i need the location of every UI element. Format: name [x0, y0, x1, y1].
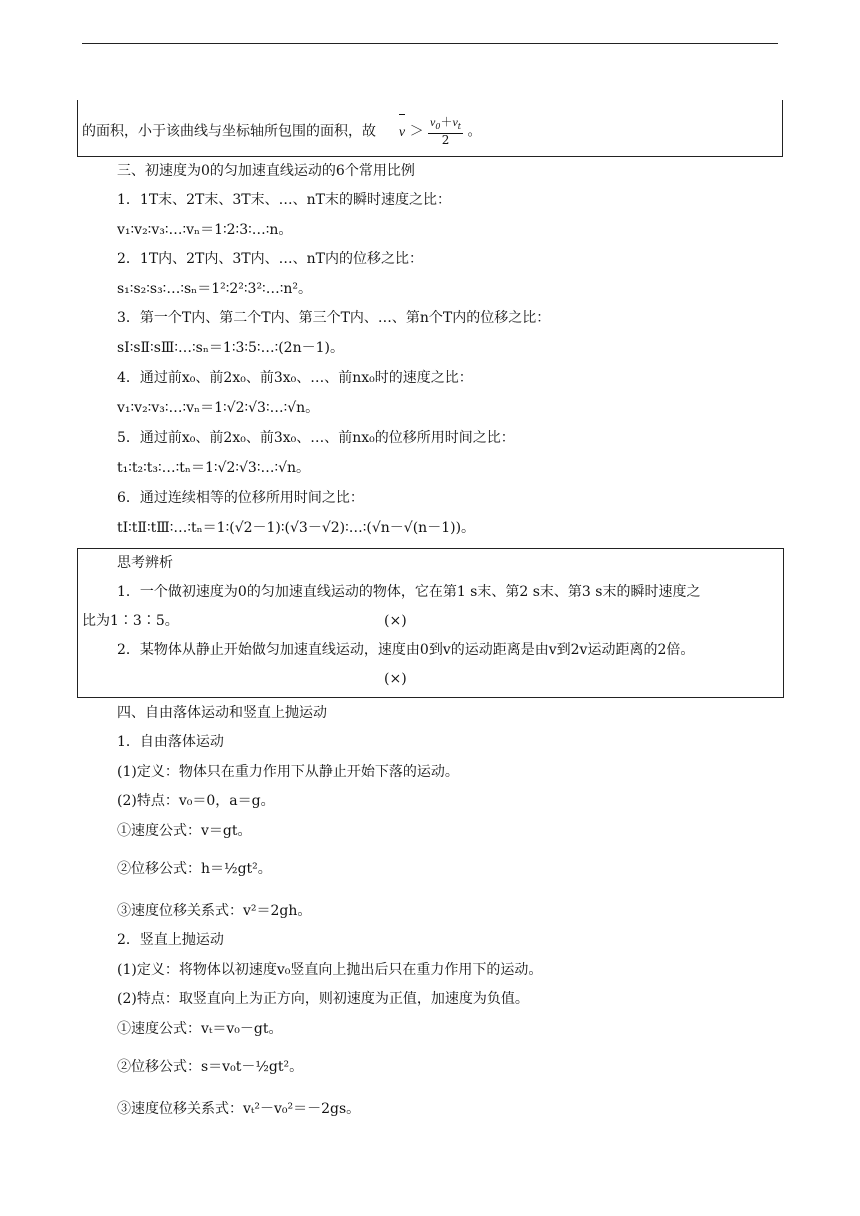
ratio1-title: 1．1T末、2T末、3T末、…、nT末的瞬时速度之比： — [117, 192, 451, 208]
vertical-throw-definition: (1)定义：将物体以初速度v₀竖直向上抛出后只在重力作用下的运动。 — [117, 962, 543, 978]
ratio5-title: 5．通过前x₀、前2x₀、前3x₀、…、前nx₀的位移所用时间之比： — [117, 430, 515, 446]
ratio3-formula: sⅠ∶sⅡ∶sⅢ∶…∶sₙ＝1∶3∶5∶…∶(2n－1)。 — [117, 340, 344, 356]
ratio4-title: 4．通过前x₀、前2x₀、前3x₀、…、前nx₀时的速度之比： — [117, 370, 473, 386]
vertical-throw-displacement-formula: ②位移公式：s＝v₀t－½gt²。 — [117, 1059, 304, 1075]
velocity-average-fraction: $\frac{v_0+v_t}{2}$ — [430, 115, 462, 147]
vertical-throw-title: 2．竖直上抛运动 — [117, 932, 224, 948]
ratio2-title: 2．1T内、2T内、3T内、…、nT内的位移之比： — [117, 251, 423, 267]
ratio6-formula: tⅠ∶tⅡ∶tⅢ∶…∶tₙ＝1∶(√2－1)∶(√3－√2)∶…∶(√n－√(n－1))。 — [117, 520, 476, 536]
free-fall-velocity-displacement: ③速度位移关系式：v²＝2gh。 — [117, 903, 312, 919]
think-q2-line1: 2．某物体从静止开始做匀加速直线运动，速度由0到v的运动距离是由v到2v运动距离的2倍。 — [117, 642, 695, 658]
compare-operator: ＞ — [409, 123, 424, 140]
vertical-throw-features: (2)特点：取竖直向上为正方向，则初速度为正值，加速度为负值。 — [117, 991, 529, 1007]
free-fall-features: (2)特点：v₀＝0，a＝g。 — [117, 793, 275, 809]
ratio4-formula: v₁∶v₂∶v₃∶…∶vₙ＝1∶√2∶√3∶…∶√n。 — [117, 400, 320, 416]
think-analysis-box — [77, 548, 784, 698]
ratio3-title: 3．第一个T内、第二个T内、第三个T内、…、第n个T内的位移之比： — [117, 310, 551, 326]
ratio2-formula: s₁∶s₂∶s₃∶…∶sₙ＝1²∶2²∶3²∶…∶n²。 — [117, 281, 312, 297]
free-fall-title: 1．自由落体运动 — [117, 734, 224, 750]
think-q2-mark: (×) — [384, 671, 407, 687]
think-title: 思考辨析 — [117, 555, 173, 571]
average-velocity-symbol: v — [399, 123, 405, 143]
think-q1-line2: 比为1∶3∶5。 — [82, 613, 179, 629]
ratio5-formula: t₁∶t₂∶t₃∶…∶tₙ＝1∶√2∶√3∶…∶√n。 — [117, 460, 311, 476]
vertical-throw-velocity-formula: ①速度公式：vₜ＝v₀－gt。 — [117, 1021, 283, 1037]
think-q1-mark: (×) — [384, 613, 407, 629]
ratio6-title: 6．通过连续相等的位移所用时间之比： — [117, 490, 364, 506]
vertical-throw-velocity-displacement: ③速度位移关系式：vₜ²－v₀²＝－2gs。 — [117, 1101, 361, 1117]
think-q1-line1: 1．一个做初速度为0的匀加速直线运动的物体，它在第1 s末、第2 s末、第3 s末的瞬时速度之 — [117, 584, 701, 600]
free-fall-velocity-formula: ①速度公式：v＝gt。 — [117, 823, 252, 839]
free-fall-definition: (1)定义：物体只在重力作用下从静止开始下落的运动。 — [117, 764, 459, 780]
ratio1-formula: v₁∶v₂∶v₃∶…∶vₙ＝1∶2∶3∶…∶n。 — [117, 222, 293, 238]
section4-title: 四、自由落体运动和竖直上抛运动 — [117, 705, 327, 721]
continued-note-line: 的面积，小于该曲线与坐标轴所包围的面积，故 v ＞ $\frac{v_0+v_t}{2}$ 。 — [82, 115, 482, 147]
section3-title: 三、初速度为0的匀加速直线运动的6个常用比例 — [117, 163, 415, 179]
continued-note-text: 的面积，小于该曲线与坐标轴所包围的面积，故 — [82, 123, 376, 140]
header-rule — [82, 43, 778, 44]
free-fall-displacement-formula: ②位移公式：h＝½gt²。 — [117, 861, 272, 877]
